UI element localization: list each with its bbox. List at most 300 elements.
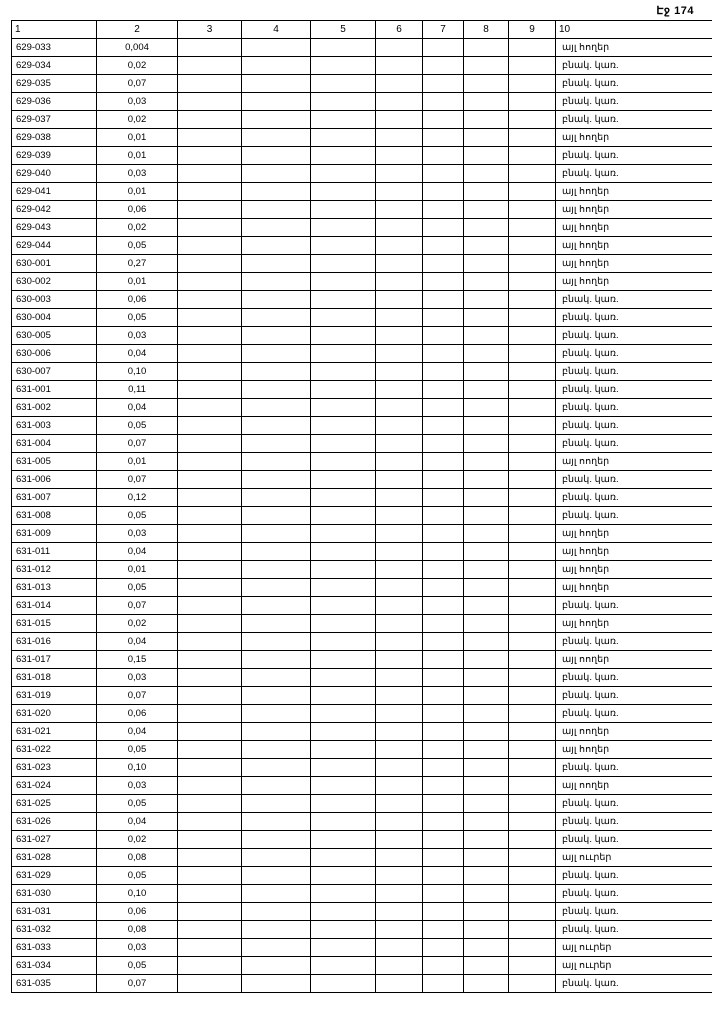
table-cell: [423, 741, 464, 759]
table-cell: բնակ. կառ.: [556, 831, 712, 849]
table-cell: 631-024: [12, 777, 97, 795]
table-cell: [178, 831, 242, 849]
table-cell: [311, 201, 376, 219]
table-cell: [311, 939, 376, 957]
table-cell: բնակ. կառ.: [556, 795, 712, 813]
table-cell: [509, 507, 556, 525]
table-cell: այլ հողեր: [556, 561, 712, 579]
table-cell: [178, 705, 242, 723]
table-cell: [242, 939, 311, 957]
table-cell: [464, 705, 509, 723]
table-cell: բնակ. կառ.: [556, 363, 712, 381]
table-row: [12, 183, 712, 201]
table-cell: [311, 93, 376, 111]
table-cell: [178, 417, 242, 435]
table-cell: 0,06: [97, 903, 178, 921]
table-cell: [376, 255, 423, 273]
table-cell: [311, 345, 376, 363]
table-cell: [464, 615, 509, 633]
table-cell: [311, 723, 376, 741]
table-cell: 630-001: [12, 255, 97, 273]
table-cell: [311, 777, 376, 795]
table-row: [12, 93, 712, 111]
table-cell: [376, 219, 423, 237]
table-cell: [242, 417, 311, 435]
table-body: [12, 39, 712, 993]
table-row: [12, 849, 712, 867]
table-cell: [376, 597, 423, 615]
table-cell: այլ հողեր: [556, 579, 712, 597]
table-row: [12, 309, 712, 327]
land-registry-table: [11, 20, 701, 993]
table-cell: այլ ոււրեր: [556, 849, 712, 867]
table-cell: 629-039: [12, 147, 97, 165]
table-cell: [242, 615, 311, 633]
table-cell: [178, 813, 242, 831]
table-cell: [464, 39, 509, 57]
table-cell: 0,03: [97, 525, 178, 543]
table-cell: [423, 39, 464, 57]
table-cell: [178, 345, 242, 363]
table-cell: [178, 921, 242, 939]
table-cell: 0,05: [97, 417, 178, 435]
table-cell: 0,03: [97, 93, 178, 111]
table-cell: բնակ. կառ.: [556, 327, 712, 345]
table-cell: բնակ. կառ.: [556, 489, 712, 507]
table-cell: [423, 507, 464, 525]
table-cell: [464, 723, 509, 741]
table-cell: 631-029: [12, 867, 97, 885]
table-cell: 631-002: [12, 399, 97, 417]
table-cell: [178, 291, 242, 309]
table-cell: [464, 921, 509, 939]
table-cell: [464, 345, 509, 363]
table-cell: [178, 939, 242, 957]
table-cell: [464, 813, 509, 831]
table-cell: [376, 363, 423, 381]
table-cell: 631-030: [12, 885, 97, 903]
table-cell: [376, 777, 423, 795]
table-cell: [376, 111, 423, 129]
table-cell: [311, 579, 376, 597]
table-cell: [423, 381, 464, 399]
table-cell: [423, 687, 464, 705]
table-cell: [178, 723, 242, 741]
table-cell: 629-040: [12, 165, 97, 183]
table-cell: [423, 633, 464, 651]
table-cell: [242, 849, 311, 867]
table-cell: [423, 255, 464, 273]
table-cell: [464, 201, 509, 219]
table-cell: [178, 489, 242, 507]
table-cell: [423, 777, 464, 795]
table-cell: այլ հողեր: [556, 525, 712, 543]
table-cell: [178, 759, 242, 777]
table-cell: 629-036: [12, 93, 97, 111]
table-cell: 0,02: [97, 615, 178, 633]
table-row: [12, 39, 712, 57]
table-cell: [178, 111, 242, 129]
table-cell: [509, 777, 556, 795]
table-cell: [509, 75, 556, 93]
table-cell: [178, 561, 242, 579]
table-cell: [311, 525, 376, 543]
table-cell: 631-032: [12, 921, 97, 939]
table-cell: [423, 183, 464, 201]
table-cell: [376, 201, 423, 219]
table-cell: 0,04: [97, 633, 178, 651]
table-row: [12, 453, 712, 471]
table-cell: [464, 525, 509, 543]
table-cell: 631-016: [12, 633, 97, 651]
table-cell: [423, 147, 464, 165]
table-cell: [311, 813, 376, 831]
table-cell: [242, 669, 311, 687]
table-cell: 0,01: [97, 561, 178, 579]
table-cell: 631-020: [12, 705, 97, 723]
table-cell: այլ հողեր: [556, 129, 712, 147]
table-cell: 0,08: [97, 849, 178, 867]
table-cell: 630-002: [12, 273, 97, 291]
table-cell: [464, 831, 509, 849]
table-cell: այլ հողեր: [556, 543, 712, 561]
column-header-10: 10: [556, 21, 712, 39]
table-cell: [509, 597, 556, 615]
table-cell: [509, 435, 556, 453]
table-cell: [242, 93, 311, 111]
table-cell: [464, 579, 509, 597]
table-cell: 0,03: [97, 777, 178, 795]
table-cell: բնակ. կառ.: [556, 75, 712, 93]
table-cell: [311, 633, 376, 651]
table-row: [12, 579, 712, 597]
table-cell: [464, 57, 509, 75]
table-cell: [509, 327, 556, 345]
table-cell: [423, 975, 464, 993]
table-cell: [311, 111, 376, 129]
table-cell: [178, 255, 242, 273]
table-cell: [242, 579, 311, 597]
table-cell: 0,01: [97, 273, 178, 291]
table-cell: [509, 489, 556, 507]
table-cell: [464, 795, 509, 813]
table-cell: [178, 327, 242, 345]
table-cell: [464, 363, 509, 381]
table-cell: 630-004: [12, 309, 97, 327]
table-cell: 0,04: [97, 399, 178, 417]
table-cell: այլ հողեր: [556, 183, 712, 201]
table-cell: [311, 381, 376, 399]
table-cell: [464, 939, 509, 957]
table-cell: [376, 813, 423, 831]
table-cell: 629-035: [12, 75, 97, 93]
table-cell: 0,02: [97, 831, 178, 849]
table-cell: [311, 39, 376, 57]
table-cell: [178, 57, 242, 75]
table: [11, 20, 712, 993]
table-cell: [464, 507, 509, 525]
table-cell: 0,02: [97, 111, 178, 129]
table-cell: 630-005: [12, 327, 97, 345]
table-cell: [311, 363, 376, 381]
table-row: [12, 777, 712, 795]
table-cell: [376, 723, 423, 741]
table-cell: [423, 57, 464, 75]
table-row: [12, 723, 712, 741]
table-cell: բնակ. կառ.: [556, 687, 712, 705]
table-cell: [178, 633, 242, 651]
table-cell: [423, 651, 464, 669]
table-cell: [423, 867, 464, 885]
table-cell: [178, 669, 242, 687]
table-row: [12, 939, 712, 957]
table-cell: [178, 39, 242, 57]
table-cell: [509, 291, 556, 309]
table-cell: [376, 903, 423, 921]
table-cell: [242, 363, 311, 381]
table-cell: [509, 255, 556, 273]
table-cell: [509, 147, 556, 165]
table-cell: [178, 885, 242, 903]
table-cell: [376, 561, 423, 579]
table-cell: [311, 399, 376, 417]
table-cell: բնակ. կառ.: [556, 399, 712, 417]
table-cell: 631-005: [12, 453, 97, 471]
table-cell: [464, 417, 509, 435]
table-cell: [376, 327, 423, 345]
table-row: [12, 129, 712, 147]
table-cell: [178, 183, 242, 201]
table-cell: [423, 453, 464, 471]
table-cell: 0,10: [97, 363, 178, 381]
table-cell: [423, 489, 464, 507]
table-cell: [242, 165, 311, 183]
table-cell: 0,04: [97, 723, 178, 741]
table-cell: [423, 957, 464, 975]
table-cell: 0,004: [97, 39, 178, 57]
table-cell: բնակ. կառ.: [556, 57, 712, 75]
table-cell: [376, 381, 423, 399]
table-cell: [464, 543, 509, 561]
table-cell: [509, 363, 556, 381]
table-cell: 629-038: [12, 129, 97, 147]
table-cell: [509, 831, 556, 849]
table-cell: [311, 273, 376, 291]
table-cell: 631-004: [12, 435, 97, 453]
table-cell: [178, 165, 242, 183]
table-cell: [178, 867, 242, 885]
table-cell: [376, 741, 423, 759]
table-cell: [178, 957, 242, 975]
table-cell: [376, 39, 423, 57]
column-header-1: 1: [12, 21, 97, 39]
table-row: [12, 417, 712, 435]
table-cell: [311, 867, 376, 885]
table-cell: 631-013: [12, 579, 97, 597]
table-cell: 631-027: [12, 831, 97, 849]
table-cell: 631-011: [12, 543, 97, 561]
table-cell: [376, 579, 423, 597]
table-row: [12, 363, 712, 381]
table-cell: [423, 201, 464, 219]
table-cell: 0,04: [97, 345, 178, 363]
table-cell: 629-044: [12, 237, 97, 255]
table-cell: [178, 201, 242, 219]
table-cell: [423, 795, 464, 813]
column-header-6: 6: [376, 21, 423, 39]
table-cell: [242, 219, 311, 237]
table-cell: [311, 975, 376, 993]
table-cell: [464, 219, 509, 237]
table-row: [12, 435, 712, 453]
table-cell: այլ հողեր: [556, 615, 712, 633]
table-cell: [178, 471, 242, 489]
table-cell: [178, 741, 242, 759]
table-row: [12, 201, 712, 219]
table-cell: 0,01: [97, 453, 178, 471]
table-cell: [242, 903, 311, 921]
table-row: [12, 543, 712, 561]
table-cell: [376, 543, 423, 561]
table-cell: [311, 255, 376, 273]
table-cell: [242, 813, 311, 831]
table-cell: [376, 939, 423, 957]
table-cell: 631-019: [12, 687, 97, 705]
table-cell: 631-006: [12, 471, 97, 489]
table-cell: [376, 525, 423, 543]
table-cell: [509, 651, 556, 669]
table-cell: [178, 777, 242, 795]
column-header-8: 8: [464, 21, 509, 39]
table-cell: [376, 273, 423, 291]
table-cell: 629-042: [12, 201, 97, 219]
table-cell: [178, 129, 242, 147]
table-cell: [311, 489, 376, 507]
table-cell: [242, 795, 311, 813]
table-cell: [464, 759, 509, 777]
table-cell: [423, 831, 464, 849]
table-cell: [311, 831, 376, 849]
table-cell: 0,01: [97, 147, 178, 165]
table-cell: [376, 309, 423, 327]
table-cell: [242, 39, 311, 57]
table-cell: այլ հողեր: [556, 255, 712, 273]
table-cell: [311, 615, 376, 633]
table-cell: [376, 237, 423, 255]
table-cell: [423, 273, 464, 291]
table-row: [12, 651, 712, 669]
table-cell: [311, 165, 376, 183]
table-cell: [311, 507, 376, 525]
table-cell: [242, 543, 311, 561]
table-cell: [242, 129, 311, 147]
table-cell: այլ ոողեր: [556, 651, 712, 669]
table-cell: 631-012: [12, 561, 97, 579]
table-cell: բնակ. կառ.: [556, 381, 712, 399]
table-cell: [423, 435, 464, 453]
table-cell: [376, 921, 423, 939]
column-header-7: 7: [423, 21, 464, 39]
table-cell: [178, 453, 242, 471]
table-cell: 630-003: [12, 291, 97, 309]
column-header-4: 4: [242, 21, 311, 39]
table-cell: 631-025: [12, 795, 97, 813]
table-cell: [423, 939, 464, 957]
table-cell: 0,06: [97, 705, 178, 723]
table-cell: [178, 237, 242, 255]
table-cell: [311, 471, 376, 489]
table-cell: 630-006: [12, 345, 97, 363]
table-cell: [509, 561, 556, 579]
table-cell: [423, 291, 464, 309]
table-cell: [509, 201, 556, 219]
table-row: [12, 471, 712, 489]
table-cell: [242, 147, 311, 165]
table-cell: 0,05: [97, 795, 178, 813]
table-cell: [509, 165, 556, 183]
table-cell: [464, 957, 509, 975]
table-cell: 631-007: [12, 489, 97, 507]
table-cell: [376, 759, 423, 777]
table-cell: [376, 471, 423, 489]
table-cell: [242, 57, 311, 75]
table-cell: [311, 957, 376, 975]
table-cell: [242, 687, 311, 705]
table-cell: [464, 75, 509, 93]
table-cell: [311, 291, 376, 309]
table-cell: [242, 831, 311, 849]
table-cell: [464, 291, 509, 309]
table-cell: [376, 399, 423, 417]
table-cell: [509, 237, 556, 255]
table-cell: [376, 687, 423, 705]
table-cell: 631-003: [12, 417, 97, 435]
table-cell: բնակ. կառ.: [556, 633, 712, 651]
table-cell: [242, 75, 311, 93]
table-cell: [311, 669, 376, 687]
table-cell: [464, 435, 509, 453]
table-cell: 629-037: [12, 111, 97, 129]
table-cell: [376, 129, 423, 147]
table-row: [12, 795, 712, 813]
table-cell: [464, 669, 509, 687]
table-cell: [509, 759, 556, 777]
table-cell: [242, 327, 311, 345]
table-row: [12, 831, 712, 849]
table-cell: [311, 903, 376, 921]
table-cell: 0,06: [97, 291, 178, 309]
table-row: [12, 237, 712, 255]
table-row: [12, 219, 712, 237]
table-row: [12, 255, 712, 273]
table-cell: 0,11: [97, 381, 178, 399]
table-cell: [376, 345, 423, 363]
table-cell: [376, 633, 423, 651]
table-cell: [464, 327, 509, 345]
table-cell: [509, 345, 556, 363]
table-cell: [178, 219, 242, 237]
table-row: [12, 885, 712, 903]
table-cell: [242, 309, 311, 327]
table-row: [12, 687, 712, 705]
table-cell: [242, 633, 311, 651]
table-cell: [509, 975, 556, 993]
table-cell: [178, 543, 242, 561]
table-cell: [178, 399, 242, 417]
table-cell: այլ ոողեր: [556, 777, 712, 795]
table-cell: 631-026: [12, 813, 97, 831]
table-cell: [509, 399, 556, 417]
